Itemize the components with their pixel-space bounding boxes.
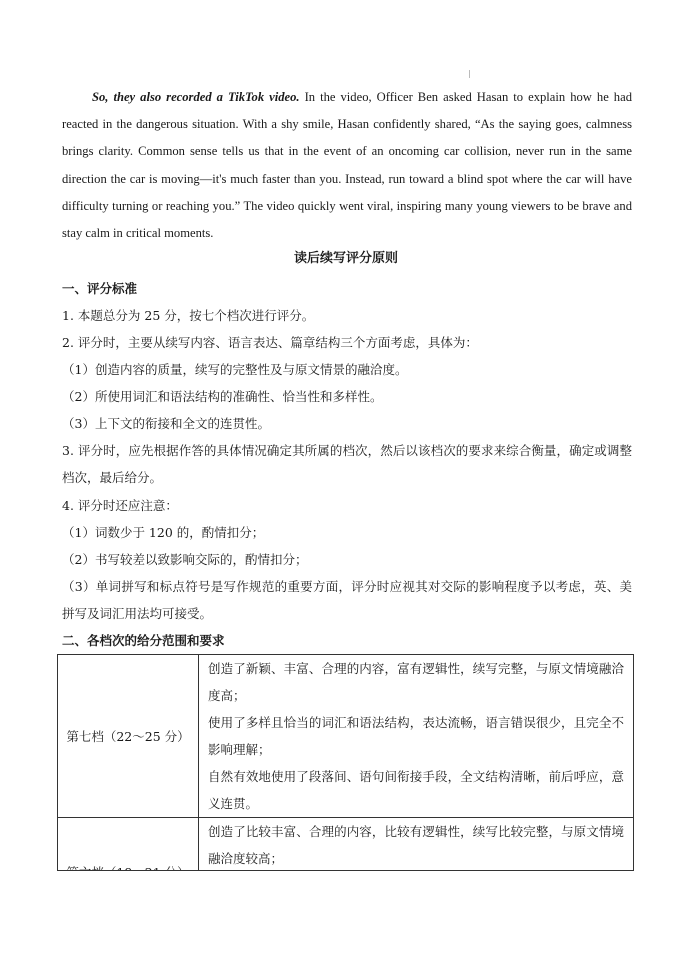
band-label: 第七档（22～25 分）: [58, 655, 199, 818]
page-mark: [469, 70, 470, 78]
page-bottom-margin: [0, 871, 692, 978]
requirement-text: 自然有效地使用了段落间、语句间衔接手段，全文结构清晰，前后呼应，意义连贯。: [208, 769, 624, 811]
requirement-text: 创造了比较丰富、合理的内容，比较有逻辑性，续写比较完整，与原文情境融洽度较高；: [208, 824, 624, 866]
criteria-item-3: 3. 评分时，应先根据作答的具体情况确定其所属的档次，然后以该档次的要求来综合衡量，确定或调整档次，最后给分。: [62, 443, 632, 485]
criteria-item-2: 2. 评分时，主要从续写内容、语言表达、篇章结构三个方面考虑，具体为：: [62, 335, 478, 350]
section-heading-bands: 二、各档次的给分范围和要求: [62, 633, 225, 648]
criteria-item-4-sub-2: （2）书写较差以致影响交际的，酌情扣分；: [62, 552, 308, 567]
document-title: 读后续写评分原则: [293, 251, 398, 266]
requirement-text: 创造了新颖、丰富、合理的内容，富有逻辑性，续写完整，与原文情境融洽度高；: [208, 661, 624, 703]
criteria-item-1: 1. 本题总分为 25 分，按七个档次进行评分。: [62, 308, 315, 323]
paragraph-body: In the video, Officer Ben asked Hasan to explain how he had reacted in the dangerous situation. With a shy smile, Hasan confidently shared, “As the saying goes, calmness brings clarity. Common sense tells us that in the event of an oncoming car collision, never run in the same direction the car is moving—it's much faster than you. Instead, run toward a blind spot where the car will have difficulty turning or reaching you.” The video quickly went viral, inspiring many young viewers to be brave and stay calm in critical moments.: [62, 90, 632, 241]
story-paragraph: [62, 84, 632, 247]
table-row: [58, 655, 634, 818]
section-heading-criteria: 一、评分标准: [62, 281, 138, 296]
criteria-item-4: 4. 评分时还应注意：: [62, 498, 178, 513]
table-bottom-edge: [57, 870, 634, 871]
requirement-text: 使用了多样且恰当的词汇和语法结构，表达流畅，语言错误很少，且完全不影响理解；: [208, 715, 624, 757]
criteria-item-2-sub-2: （2）所使用词汇和语法结构的准确性、恰当性和多样性。: [62, 389, 383, 404]
criteria-item-4-sub-3: （3）单词拼写和标点符号是写作规范的重要方面，评分时应视其对交际的影响程度予以考虑，英、美拼写及词汇用法均可接受。: [62, 579, 632, 621]
criteria-item-2-sub-3: （3）上下文的衔接和全文的连贯性。: [62, 416, 270, 431]
criteria-item-2-sub-1: （1）创造内容的质量，续写的完整性及与原文情景的融洽度。: [62, 362, 408, 377]
criteria-item-4-sub-1: （1）词数少于 120 的，酌情扣分；: [62, 525, 265, 540]
band-requirements: [199, 655, 634, 818]
paragraph-lead-sentence: So, they also recorded a TikTok video.: [92, 90, 300, 104]
